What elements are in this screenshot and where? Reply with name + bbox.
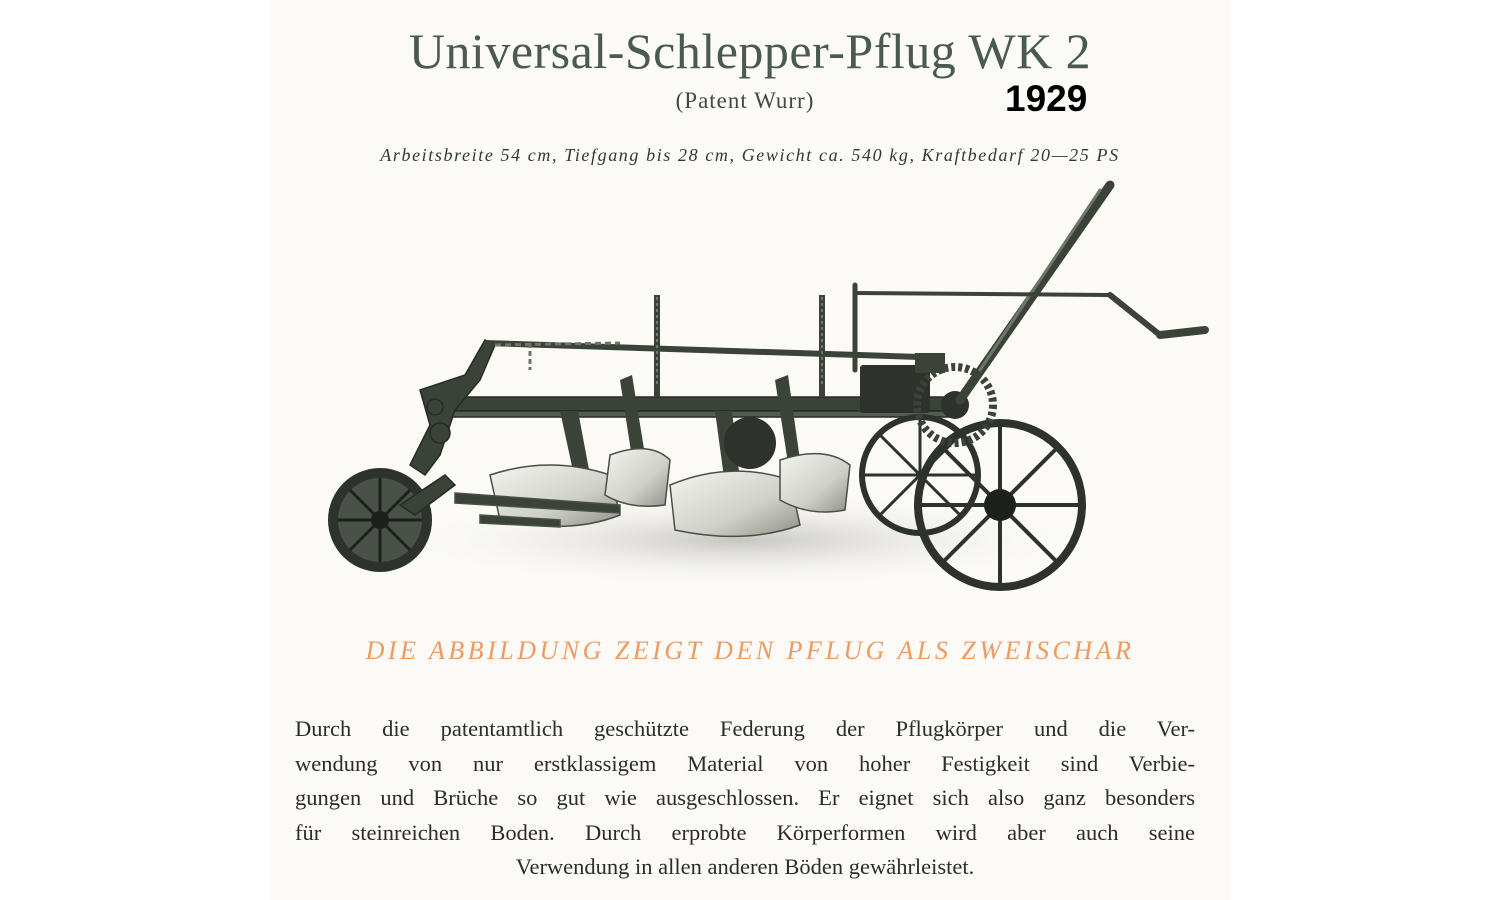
body-line: wendung von nur erstklassigem Material von hoher Festigkeit sind Verbie- [295,750,1195,776]
spec-line: Arbeitsbreite 54 cm, Tiefgang bis 28 cm, Gewicht ca. 540 kg, Kraftbedarf 20—25 PS [380,145,1120,165]
year-label: 1929 [1005,78,1088,119]
page-subtitle: (Patent Wurr) [675,88,815,113]
rear-wheel [918,423,1082,587]
body-line: Verwendung in allen anderen Böden gewährleistet. [515,854,975,879]
plough-legs [560,375,800,485]
body-line: für steinreichen Boden. Durch erprobte Körperformen wird aber auch seine [295,819,1195,845]
body-paragraph [295,712,1195,885]
plough-illustration [320,175,1220,595]
figure-caption: DIE ABBILDUNG ZEIGT DEN PFLUG ALS ZWEISCHAR [365,636,1135,665]
body-line: Durch die patentamtlich geschützte Federung der Pflugkörper und die Ver- [295,716,1195,741]
front-wheel [328,468,432,572]
spring-posts [657,295,822,397]
land-wheel [862,417,978,533]
page-title: Universal-Schlepper-Pflug WK 2 [408,23,1092,79]
body-line: gungen und Brüche so gut wie ausgeschlossen. Er eignet sich also ganz besonders [295,785,1195,810]
